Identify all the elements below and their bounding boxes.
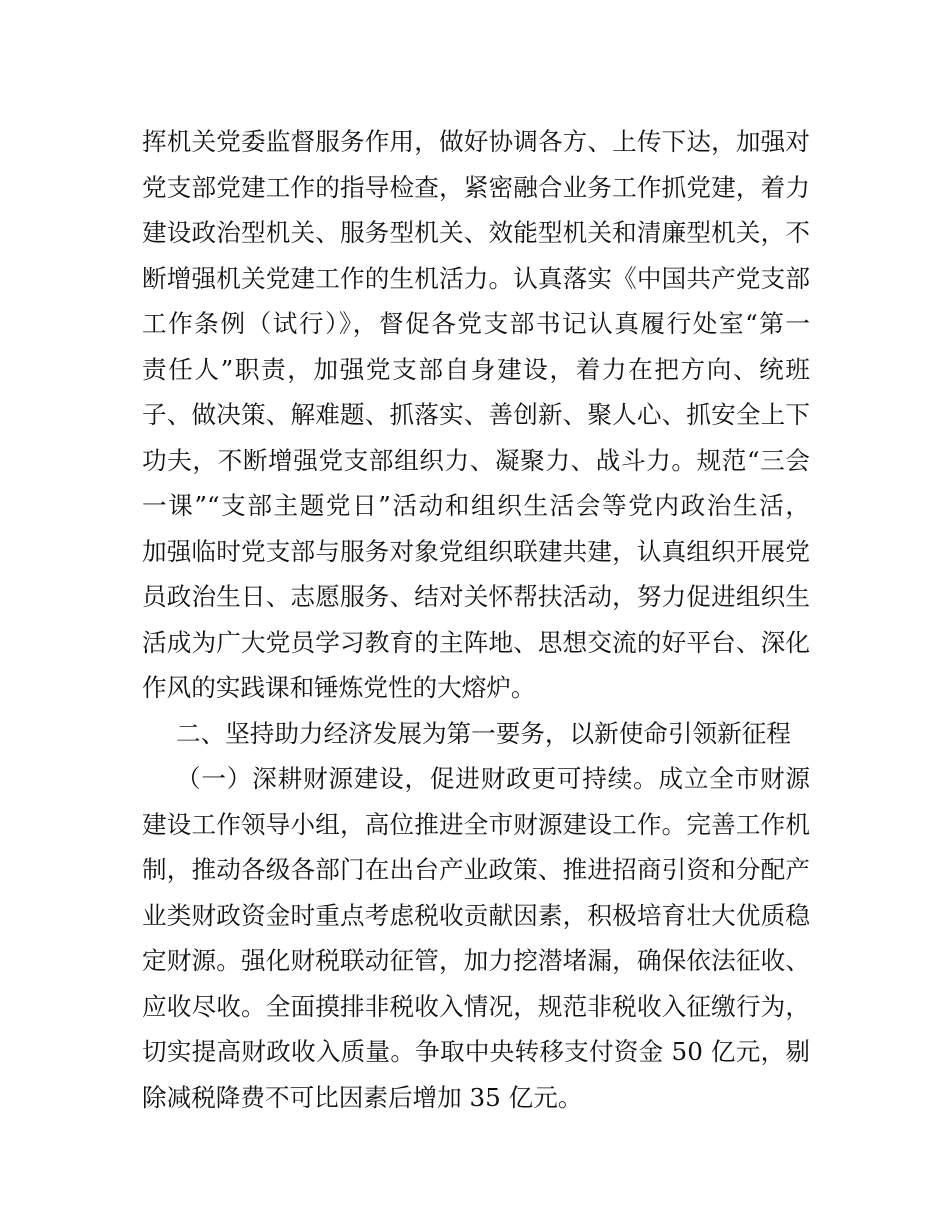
text-line: 切实提高财政收入质量。争取中央转移支付资金 50 亿元，剔	[142, 1037, 810, 1066]
text-line: 功夫，不断增强党支部组织力、凝聚力、战斗力。规范“三会	[142, 445, 810, 475]
text-line: 党支部党建工作的指导检查，紧密融合业务工作抓党建，着力	[142, 172, 810, 202]
text-line: 除减税降费不可比因素后增加 35 亿元。	[142, 1082, 583, 1112]
text-line: 建设工作领导小组，高位推进全市财源建设工作。完善工作机	[142, 809, 810, 839]
text-line: 子、做决策、解难题、抓落实、善创新、聚人心、抓安全上下	[142, 400, 810, 429]
text-line: 工作条例（试行）》，督促各党支部书记认真履行处室“第一	[142, 309, 810, 338]
text-line: 加强临时党支部与服务对象党组织联建共建，认真组织开展党	[142, 536, 810, 566]
text-line: 断增强机关党建工作的生机活力。认真落实《中国共产党支部	[142, 263, 810, 293]
text-line: 作风的实践课和锤炼党性的大熔炉。	[142, 673, 536, 702]
text-line: 定财源。强化财税联动征管，加力挖潜堵漏，确保依法征收、	[142, 946, 810, 975]
text-line: 一课”“支部主题党日”活动和组织生活会等党内政治生活，	[142, 491, 810, 520]
section-heading-text: 二、坚持助力经济发展为第一要务，以新使命引领新征程	[176, 718, 791, 748]
text-line: 制，推动各级各部门在出台产业政策、推进招商引资和分配产	[142, 855, 810, 884]
text-line: 建设政治型机关、服务型机关、效能型机关和清廉型机关，不	[142, 218, 810, 247]
text-line: 应收尽收。全面摸排非税收入情况，规范非税收入征缴行为，	[142, 991, 810, 1021]
text-line: 责任人”职责，加强党支部自身建设，着力在把方向、统班	[142, 354, 810, 384]
paragraph-party-building	[142, 119, 810, 711]
text-line: 挥机关党委监督服务作用，做好协调各方、上传下达，加强对	[142, 127, 810, 156]
text-line: 业类财政资金时重点考虑税收贡献因素，积极培育壮大优质稳	[142, 900, 810, 930]
text-line: （一）深耕财源建设，促进财政更可持续。成立全市财源	[176, 764, 810, 793]
document-body	[142, 119, 810, 1120]
text-line: 活成为广大党员学习教育的主阵地、思想交流的好平台、深化	[142, 627, 810, 657]
section-heading	[142, 711, 810, 757]
paragraph-revenue-building	[142, 756, 810, 1120]
text-line: 员政治生日、志愿服务、结对关怀帮扶活动，努力促进组织生	[142, 582, 810, 611]
